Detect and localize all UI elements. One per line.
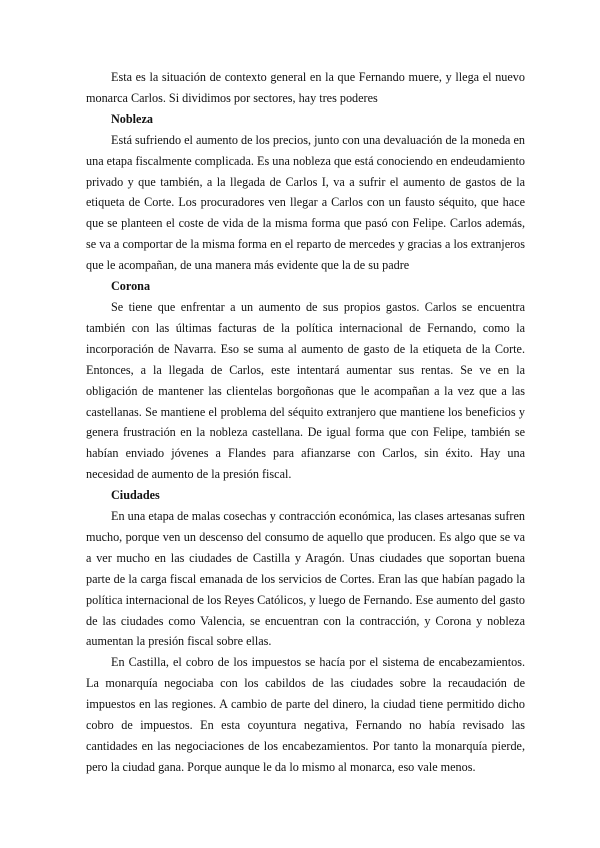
document-body	[86, 67, 525, 778]
section-paragraph-ciudades: En una etapa de malas cosechas y contracción económica, las clases artesanas sufren mucho, porque ven un descenso del consumo de aquello que producen. Es algo que se va a ver mucho en las ciudades de Castilla y Aragón. Unas ciudades que soportan buena parte de la carga fiscal emanada de los servicios de Cortes. Eran las que habían pagado la política internacional de los Reyes Católicos, y luego de Fernando. Ese aumento del gasto de las ciudades como Valencia, se encuentran con la contracción, y Corona y nobleza aumentan la presión fiscal sobre ellas.	[86, 509, 525, 649]
section-heading-nobleza: Nobleza	[111, 111, 153, 126]
section-heading-ciudades: Ciudades	[111, 488, 160, 503]
section-paragraph-corona: Se tiene que enfrentar a un aumento de sus propios gastos. Carlos se encuentra también con las últimas facturas de la política internacional de Fernando, como la incorporación de Navarra. Eso se suma al aumento de gasto de la etiqueta de la Corte. Entonces, a la llegada de Carlos, este intentará aumentar sus rentas. Se ve en la obligación de mantener las clientelas borgoñonas que le acompañan a la vez que a las castellanas. Se mantiene el problema del séquito extranjero que mantiene los beneficios y genera frustración en la nobleza castellana. De igual forma que con Felipe, también se habían enviado jóvenes a Flandes para afianzarse con Carlos, sin éxito. Hay una necesidad de aumento de la presión fiscal.	[86, 299, 525, 482]
section-paragraph-nobleza: Está sufriendo el aumento de los precios, junto con una devaluación de la moneda en una etapa fiscalmente complicada. Es una nobleza que está conociendo en endeudamiento privado y que también, a la llegada de Carlos I, va a sufrir el aumento de gastos de la etiqueta de Corte. Los procuradores ven llegar a Carlos con un fausto séquito, que hace que se planteen el coste de vida de la misma forma que pasó con Felipe. Carlos además, se va a comportar de la misma forma en el reparto de mercedes y gracias a los extranjeros que le acompañan, de una manera más evidente que la de su padre	[86, 132, 525, 273]
section-heading-corona: Corona	[111, 279, 151, 294]
intro-paragraph: Esta es la situación de contexto general en la que Fernando muere, y llega el nuevo monarca Carlos. Si dividimos por sectores, hay tres poderes	[86, 70, 525, 105]
closing-paragraph: En Castilla, el cobro de los impuestos se hacía por el sistema de encabezamientos. La monarquía negociaba con los cabildos de las ciudades sobre la recaudación de impuestos en las regiones. A cambio de parte del dinero, la ciudad tiene permitido dicho cobro de impuestos. En esta coyuntura negativa, Fernando no había revisado las cantidades en las negociaciones de los encabezamientos. Por tanto la monarquía pierde, pero la ciudad gana. Porque aunque le da lo mismo al monarca, eso vale menos.	[86, 655, 525, 774]
